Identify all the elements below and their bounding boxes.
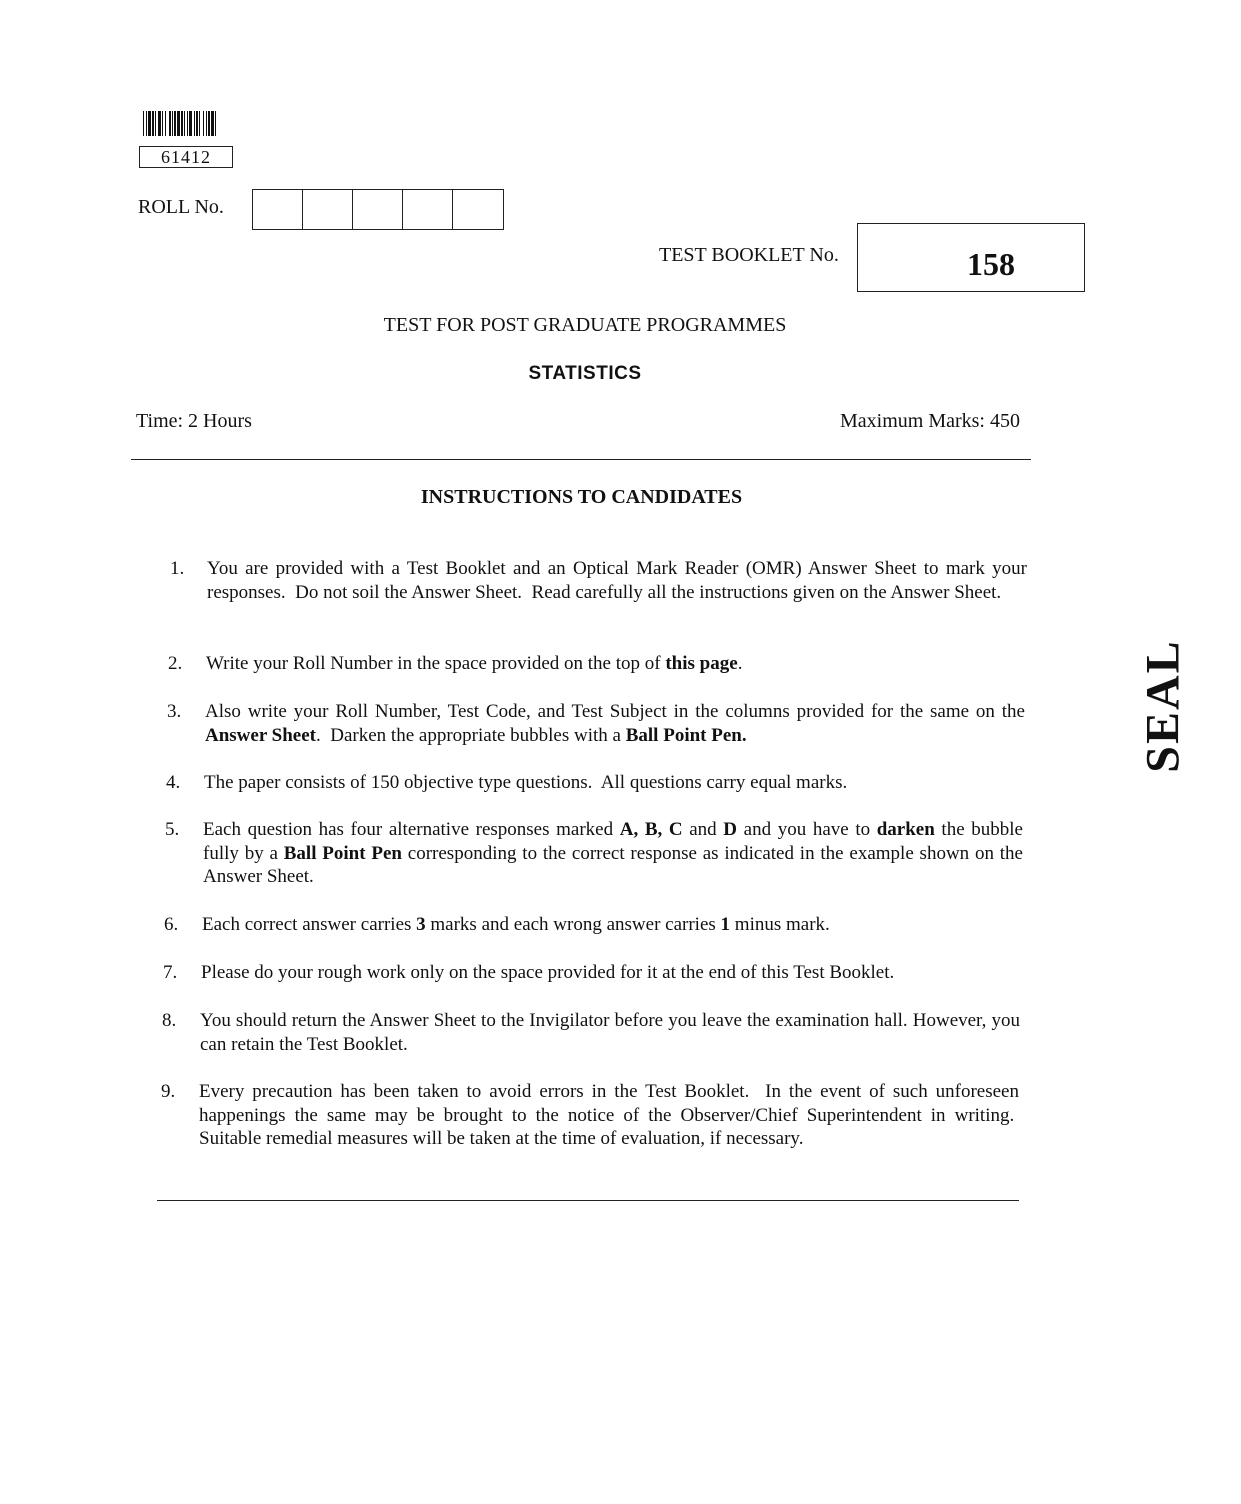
instruction-text: Please do your rough work only on the space provided for it at the end of this Test Booklet. [201, 962, 895, 983]
barcode-bar [143, 111, 144, 136]
barcode-bar [172, 111, 173, 136]
instructions-title: INSTRUCTIONS TO CANDIDATES [420, 486, 743, 508]
barcode-bar [174, 111, 176, 136]
barcode-bar [177, 111, 180, 136]
barcode-bar [206, 111, 207, 136]
instruction-number: 8. [162, 1010, 177, 1031]
roll-number-boxes[interactable] [252, 189, 504, 230]
barcode-bar [155, 111, 156, 136]
barcode-bar [194, 111, 195, 136]
roll-number-cell[interactable] [453, 190, 503, 229]
instruction-text: Each correct answer carries 3 marks and each wrong answer carries 1 minus mark. [202, 914, 830, 935]
barcode-bar [189, 111, 192, 136]
barcode-bar [169, 111, 171, 136]
barcode-bar [158, 111, 161, 136]
barcode [143, 111, 299, 136]
barcode-bar [181, 111, 183, 136]
instruction-text: Also write your Roll Number, Test Code, and Test Subject in the columns provided for the same on the Answer Sheet. Darken the appropriate bubbles with a Ball Point Pen. [205, 701, 1025, 746]
seal-text: SEAL [1136, 639, 1190, 773]
barcode-bar [165, 111, 166, 136]
barcode-number: 61412 [139, 146, 233, 168]
instruction-number: 5. [165, 819, 180, 840]
instruction-text: Every precaution has been taken to avoid errors in the Test Booklet. In the event of such unforeseen happenings the same may be brought to the notice of the Observer/Chief Superintendent in writing. Suitable remedial measures will be taken at the time of evaluation, if necessary. [199, 1081, 1019, 1149]
test-booklet-number: 158 [967, 246, 1015, 282]
program-title: TEST FOR POST GRADUATE PROGRAMMES [383, 314, 787, 336]
barcode-bar [208, 111, 210, 136]
roll-number-cell[interactable] [403, 190, 453, 229]
roll-number-cell[interactable] [303, 190, 353, 229]
barcode-bar [187, 111, 188, 136]
barcode-bar [199, 111, 200, 136]
barcode-bar [148, 111, 151, 136]
roll-number-cell[interactable] [353, 190, 403, 229]
barcode-bar [146, 111, 147, 136]
roll-number-cell[interactable] [253, 190, 303, 229]
instruction-text: You should return the Answer Sheet to the Invigilator before you leave the examination hall. However, you can retain the Test Booklet. [200, 1010, 1020, 1055]
instruction-number: 1. [170, 558, 185, 579]
instruction-text: You are provided with a Test Booklet and an Optical Mark Reader (OMR) Answer Sheet to mark your responses. Do not soil the Answer Sheet. Read carefully all the instructions given on the Answer Sheet. [207, 558, 1027, 603]
barcode-bar [162, 111, 163, 136]
instruction-number: 4. [166, 772, 181, 793]
maximum-marks: Maximum Marks: 450 [840, 410, 1020, 432]
instruction-number: 9. [161, 1081, 176, 1102]
instruction-number: 7. [163, 962, 178, 983]
test-booklet-box [857, 223, 1085, 292]
barcode-bar [152, 111, 154, 136]
instruction-number: 3. [167, 701, 182, 722]
roll-number-label: ROLL No. [138, 196, 224, 218]
time-allowed: Time: 2 Hours [136, 410, 252, 432]
barcode-bar [203, 111, 204, 136]
barcode-bar [215, 111, 216, 136]
instruction-number: 6. [164, 914, 179, 935]
instruction-text: Write your Roll Number in the space provided on the top of this page. [206, 653, 743, 674]
divider-top [131, 459, 1031, 460]
barcode-bar [184, 111, 185, 136]
instruction-text: The paper consists of 150 objective type questions. All questions carry equal marks. [204, 772, 848, 793]
instruction-text: Each question has four alternative responses marked A, B, C and D and you have to darken the bubble fully by a Ball Point Pen corresponding to the correct response as indicated in the example shown on the Answer Sheet. [203, 819, 1023, 887]
subject-title: STATISTICS [528, 363, 642, 384]
instruction-number: 2. [168, 653, 183, 674]
barcode-bar [211, 111, 214, 136]
test-booklet-label: TEST BOOKLET No. [659, 244, 839, 266]
divider-bottom [157, 1200, 1019, 1201]
barcode-bar [196, 111, 198, 136]
seal-stamp [1130, 639, 1196, 773]
